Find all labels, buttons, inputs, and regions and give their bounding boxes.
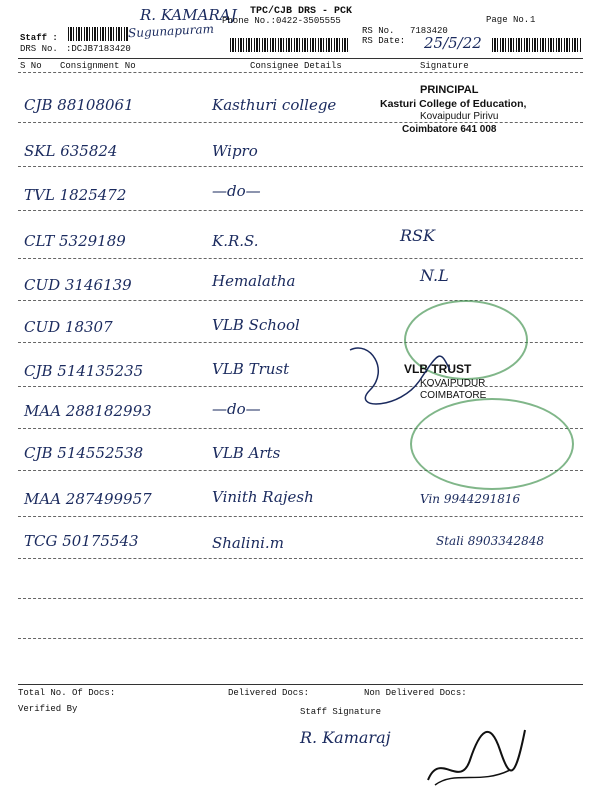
row-1-consignee: Kasthuri college: [212, 96, 337, 114]
row-5-divider: [18, 300, 583, 301]
row-3-consignee: —do—: [212, 182, 261, 200]
row-3-consignment: TVL 1825472: [24, 186, 127, 204]
stamp-kasturi-line4: Coimbatore 641 008: [402, 124, 497, 135]
row-5-consignment: CUD 3146139: [24, 276, 132, 294]
row-4-divider: [18, 258, 583, 259]
drs-no-value: :DCJB7183420: [66, 44, 131, 54]
row-10-divider: [18, 516, 583, 517]
area-handwriting: Sugunapuram: [127, 21, 215, 41]
rs-no-value: 7183420: [410, 26, 448, 36]
verified-by-label: Verified By: [18, 704, 78, 714]
row-5-signature: N.L: [420, 266, 449, 285]
barcode-center: [230, 38, 350, 52]
drs-no-label: DRS No.: [20, 44, 58, 54]
row-4-consignee: K.R.S.: [212, 232, 259, 250]
row-4-consignment: CLT 5329189: [24, 232, 126, 250]
row-1-divider: [18, 122, 583, 123]
row-1-consignment: CJB 88108061: [24, 96, 134, 114]
rs-date-label: RS Date:: [362, 36, 406, 46]
stamp-vlb-line2: KOVAIPUDUR: [420, 378, 486, 389]
column-sno: S No: [20, 61, 42, 71]
barcode-left: [68, 27, 128, 41]
barcode-right: [492, 38, 582, 52]
page-label: Page No.: [486, 15, 530, 25]
header-divider: [18, 58, 583, 59]
delivered-docs-label: Delivered Docs:: [228, 688, 310, 698]
row-9-consignment: CJB 514552538: [24, 444, 144, 462]
row-7-divider: [18, 386, 583, 387]
staff-signature-label: Staff Signature: [300, 707, 382, 717]
row-4-signature: RSK: [400, 226, 435, 245]
row-11-consignee: Shalini.m: [212, 534, 284, 552]
row-2-consignee: Wipro: [212, 142, 258, 160]
column-consignment: Consignment No: [60, 61, 136, 71]
stamp-vlb-line1: VLB TRUST: [404, 362, 472, 376]
stamp-vlb-line3: COIMBATORE: [420, 390, 487, 401]
row-5-consignee: Hemalatha: [212, 272, 296, 290]
footer-divider: [18, 684, 583, 685]
row-8-consignment: MAA 288182993: [24, 402, 152, 420]
agent-handwriting: R. KAMARAJ: [140, 6, 237, 24]
row-6-consignment: CUD 18307: [24, 318, 113, 336]
row-8-consignee: —do—: [212, 400, 261, 418]
stamp-kasturi-line3: Kovaipudur Pirivu: [420, 111, 499, 122]
row-2-divider: [18, 166, 583, 167]
row-3-divider: [18, 210, 583, 211]
row-10-consignee: Vinith Rajesh: [212, 488, 314, 506]
staff-signature-scribble: [420, 710, 530, 795]
row-2-consignment: SKL 635824: [24, 142, 118, 160]
column-divider: [18, 72, 583, 73]
empty-row-divider-1: [18, 598, 583, 599]
row-11-signature: Stali 8903342848: [436, 534, 545, 548]
row-11-consignment: TCG 50175543: [24, 532, 139, 550]
row-6-consignee: VLB School: [212, 316, 300, 334]
row-10-consignment: MAA 287499957: [24, 490, 152, 508]
stamp-kasturi-line2: Kasturi College of Education,: [380, 98, 527, 110]
phone-number: Phone No.:0422-3505555: [222, 16, 341, 26]
total-docs-label: Total No. Of Docs:: [18, 688, 116, 698]
column-signature: Signature: [420, 61, 469, 71]
staff-signed-name: R. Kamaraj: [300, 728, 391, 747]
handwritten-signature-scribble: [340, 330, 460, 420]
column-consignee: Consignee Details: [250, 61, 342, 71]
row-7-consignee: VLB Trust: [212, 360, 290, 378]
row-7-consignment: CJB 514135235: [24, 362, 144, 380]
stamp-kasturi-line1: PRINCIPAL: [420, 84, 479, 96]
page-value: 1: [530, 15, 536, 25]
non-delivered-docs-label: Non Delivered Docs:: [364, 688, 467, 698]
staff-label: Staff :: [20, 33, 58, 43]
row-10-signature: Vin 9944291816: [420, 492, 521, 506]
row-11-divider: [18, 558, 583, 559]
rs-no-label: RS No.: [362, 26, 395, 36]
empty-row-divider-2: [18, 638, 583, 639]
document-title: TPC/CJB DRS - PCK: [250, 6, 353, 17]
rs-date-value: 25/5/22: [424, 34, 482, 52]
row-9-consignee: VLB Arts: [212, 444, 281, 462]
